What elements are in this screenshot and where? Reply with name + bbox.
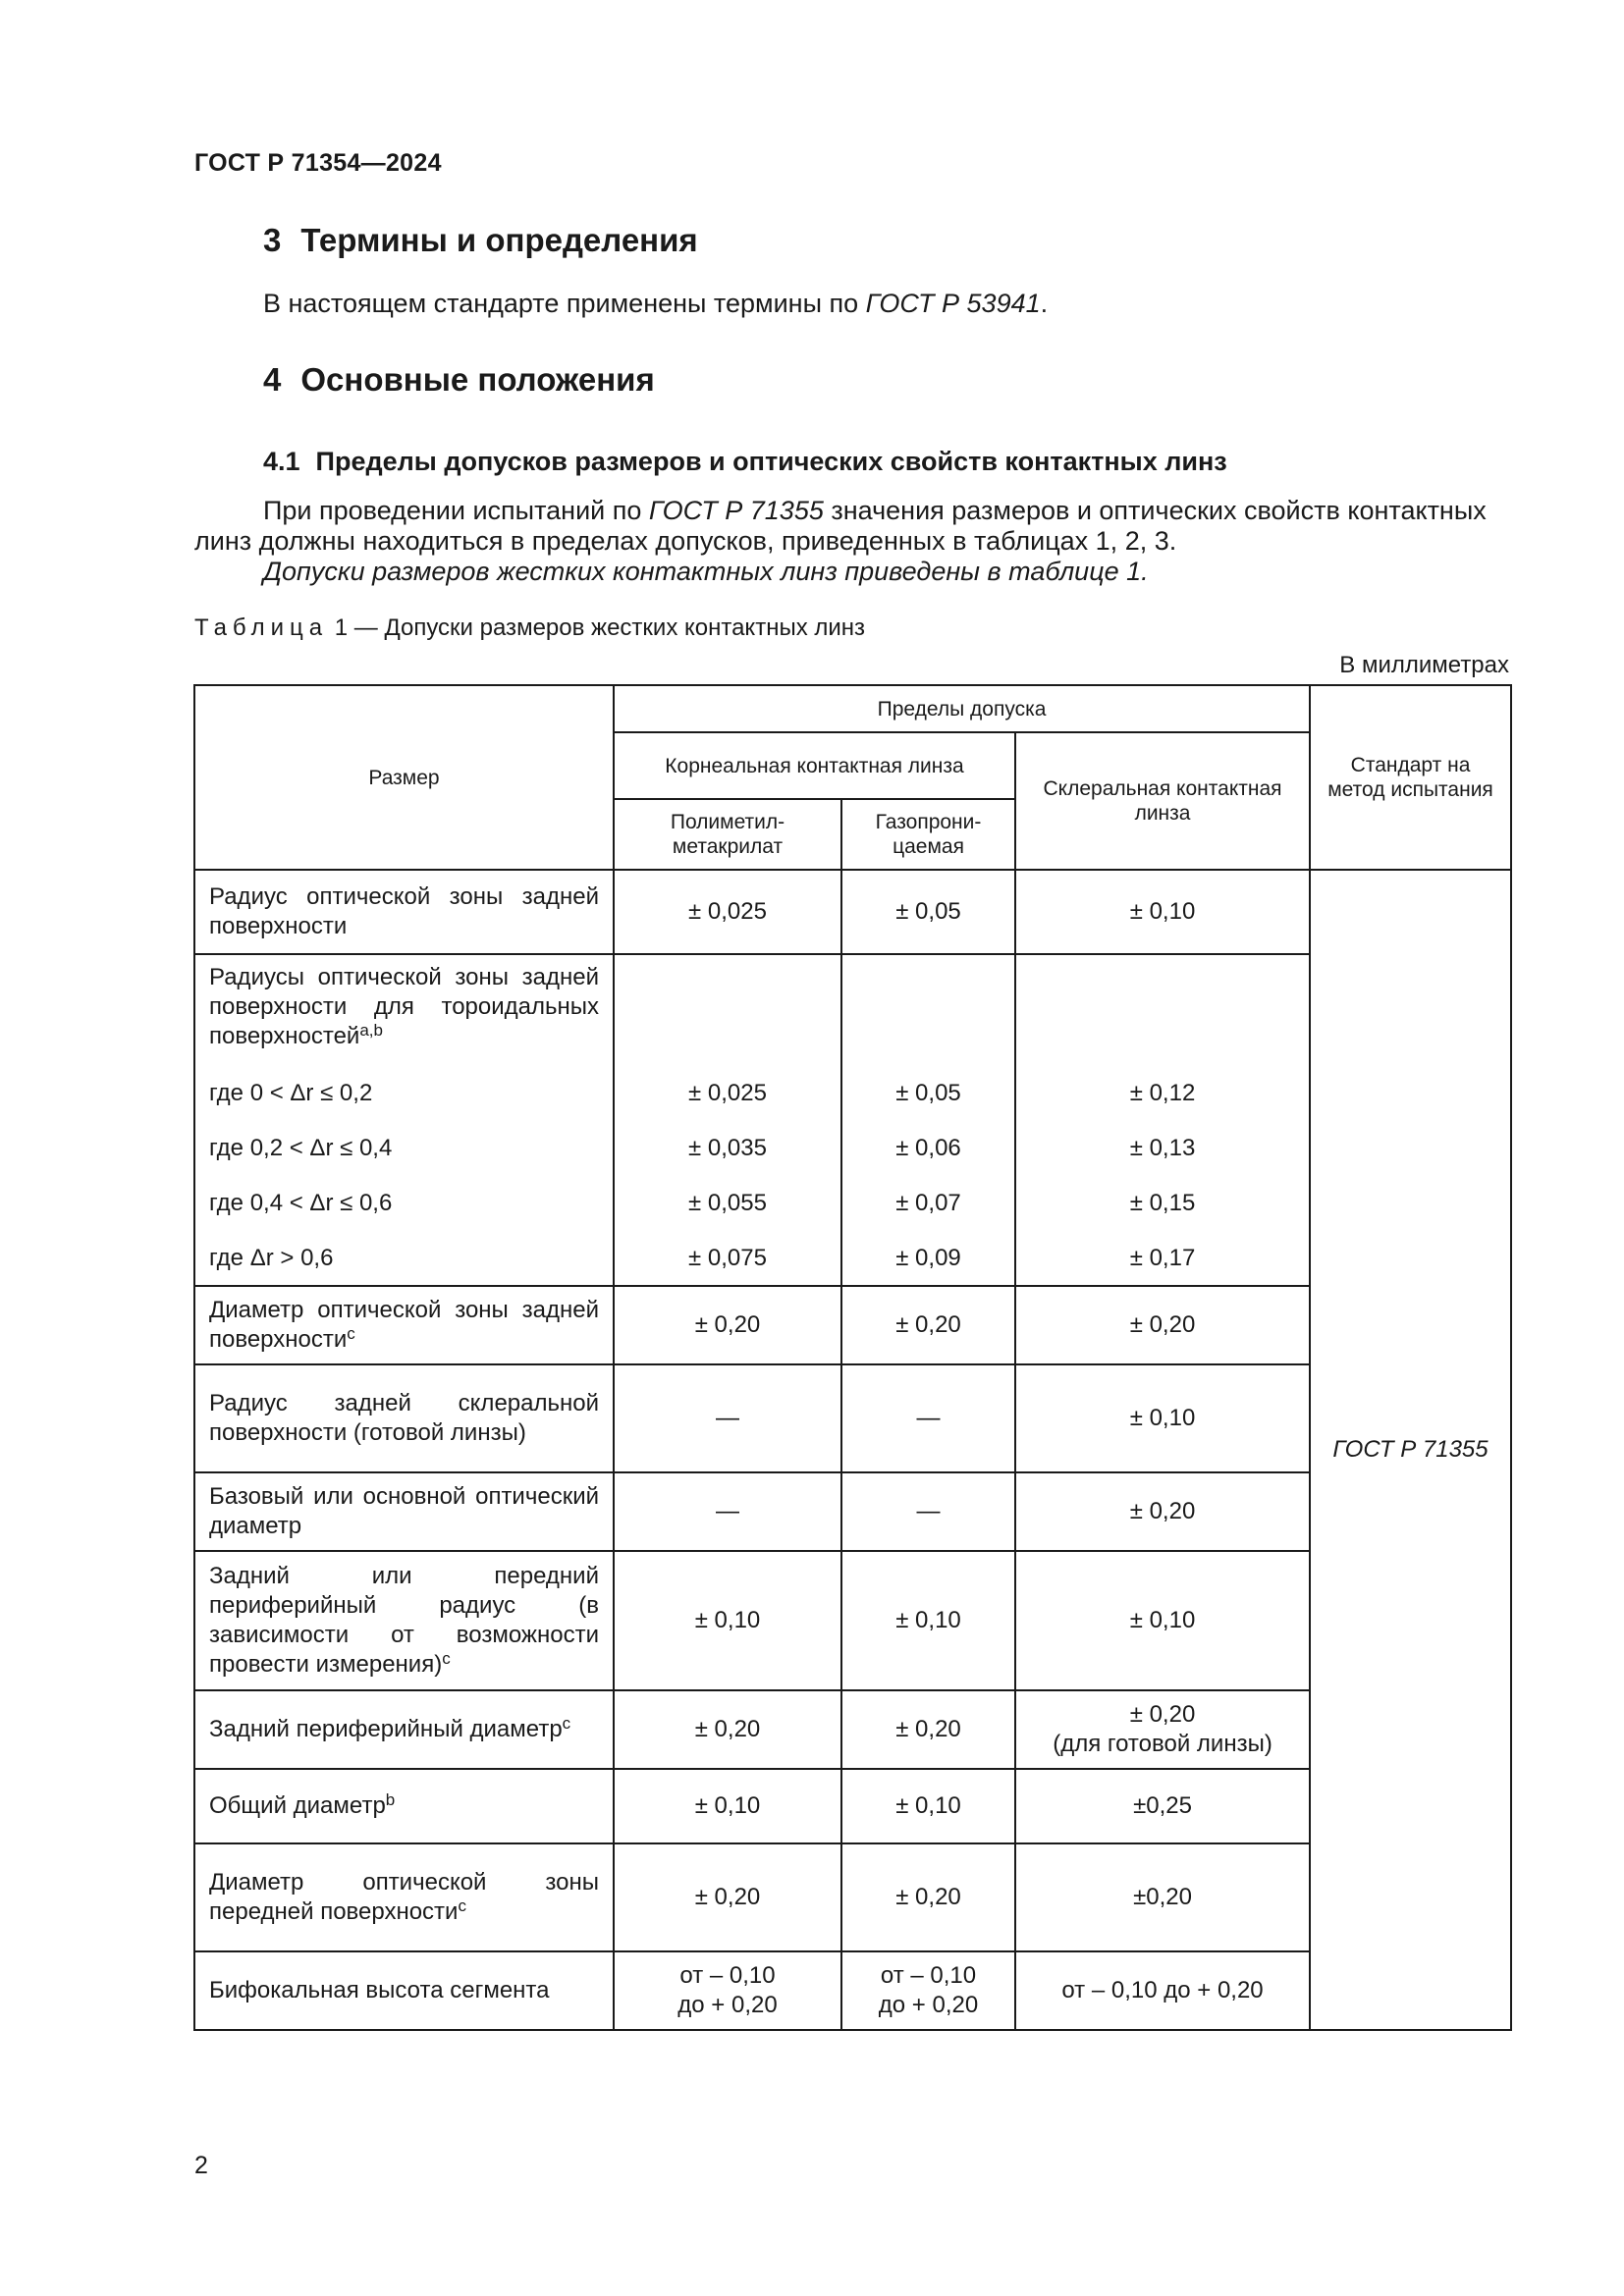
footnote-mark: c — [458, 1896, 466, 1915]
pmma-from: от – 0,10 — [679, 1962, 776, 1989]
row-label: Радиус задней склеральной поверхности (готовой линзы) — [194, 1364, 614, 1472]
cell-scleral: ± 0,12 — [1015, 1066, 1310, 1121]
cell-scleral: ± 0,10 — [1015, 1551, 1310, 1690]
table-reference-note: Допуски размеров жестких контактных линз приведены в таблице 1. — [263, 557, 1149, 586]
row-label-text: Радиусы оптической зоны задней поверхности для тороидальных поверхностей — [209, 964, 599, 1049]
cell-gas — [841, 954, 1015, 1066]
table-row — [194, 870, 1511, 954]
cell-scleral — [1015, 954, 1310, 1066]
cell-pmma: ± 0,20 — [614, 1843, 841, 1951]
cell-gas: ± 0,07 — [841, 1176, 1015, 1231]
method-standard: ГОСТ Р 71355 — [1310, 870, 1511, 2030]
cell-scleral: ± 0,20 — [1015, 1286, 1310, 1364]
subsection-4-1-heading — [263, 447, 1227, 477]
cell-gas: ± 0,05 — [841, 1066, 1015, 1121]
cell-gas: ± 0,10 — [841, 1551, 1015, 1690]
section-3-text — [263, 289, 1510, 319]
table-caption-word: Таблица — [194, 614, 329, 641]
section-3-text-start: В настоящем стандарте применены термины по — [263, 289, 866, 318]
header-gas-permeable: Газопрони-цаемая — [841, 799, 1015, 870]
section-4-number: 4 — [263, 361, 282, 398]
row-label-text: Задний или передний периферийный радиус (в зависимости от возможности провести измерения) — [209, 1563, 599, 1678]
subsection-number: 4.1 — [263, 447, 300, 476]
table-caption-text: 1 — Допуски размеров жестких контактных линз — [328, 614, 866, 641]
header-limits: Пределы допуска — [614, 685, 1310, 732]
cell-pmma: ± 0,10 — [614, 1769, 841, 1843]
table-units: В миллиметрах — [1339, 652, 1509, 678]
row-label: где 0,4 < Δr ≤ 0,6 — [194, 1176, 614, 1231]
cell-pmma: — — [614, 1364, 841, 1472]
cell-pmma: ± 0,10 — [614, 1551, 841, 1690]
cell-gas: ± 0,09 — [841, 1231, 1015, 1286]
row-label: Базовый или основной оптический диаметр — [194, 1472, 614, 1551]
section-4-title: Основные положения — [300, 361, 655, 398]
cell-gas: ± 0,06 — [841, 1121, 1015, 1176]
row-label: Радиус оптической зоны задней поверхности — [194, 870, 614, 954]
pmma-to: до + 0,20 — [677, 1992, 778, 2018]
section-4-paragraph — [194, 496, 1510, 557]
row-label: где 0,2 < Δr ≤ 0,4 — [194, 1121, 614, 1176]
page-number: 2 — [194, 2152, 208, 2179]
footnote-mark: a,b — [359, 1021, 383, 1040]
tolerance-table — [193, 684, 1512, 2031]
header-corneal: Корнеальная контактная линза — [614, 732, 1015, 799]
cell-gas: — — [841, 1472, 1015, 1551]
section-3-heading — [263, 222, 698, 259]
row-label — [194, 1286, 614, 1364]
subsection-title: Пределы допусков размеров и оптических свойств контактных линз — [315, 447, 1227, 476]
cell-gas: ± 0,20 — [841, 1690, 1015, 1769]
row-label — [194, 1690, 614, 1769]
cell-gas: ± 0,10 — [841, 1769, 1015, 1843]
cell-scleral: ± 0,15 — [1015, 1176, 1310, 1231]
cell-pmma: ± 0,075 — [614, 1231, 841, 1286]
cell-scleral: ± 0,10 — [1015, 870, 1310, 954]
cell-scleral: ±0,20 — [1015, 1843, 1310, 1951]
cell-scleral: от – 0,10 до + 0,20 — [1015, 1951, 1310, 2030]
section-4-heading — [263, 361, 655, 399]
cell-gas: ± 0,20 — [841, 1286, 1015, 1364]
cell-gas: — — [841, 1364, 1015, 1472]
section-3-ref: ГОСТ Р 53941 — [865, 289, 1041, 318]
cell-pmma: ± 0,035 — [614, 1121, 841, 1176]
footnote-mark: b — [385, 1790, 396, 1809]
row-label — [194, 1843, 614, 1951]
gas-from: от – 0,10 — [880, 1962, 977, 1989]
section-3-number: 3 — [263, 222, 282, 258]
row-label-text: Диаметр оптической зоны передней поверхности — [209, 1869, 599, 1925]
row-label — [194, 1551, 614, 1690]
cell-scleral: ±0,25 — [1015, 1769, 1310, 1843]
row-label — [194, 954, 614, 1066]
gas-to: до + 0,20 — [878, 1992, 979, 2018]
cell-scleral: ± 0,20 — [1015, 1472, 1310, 1551]
footnote-mark: c — [347, 1324, 355, 1343]
cell-gas: ± 0,05 — [841, 870, 1015, 954]
row-label-text: Общий диаметр — [209, 1792, 386, 1819]
cell-scleral: ± 0,17 — [1015, 1231, 1310, 1286]
row-label-text: Задний периферийный диаметр — [209, 1716, 563, 1742]
header-method: Стандарт на метод испытания — [1310, 685, 1511, 870]
cell-gas — [841, 1951, 1015, 2030]
cell-pmma: ± 0,025 — [614, 870, 841, 954]
scleral-note: (для готовой линзы) — [1053, 1731, 1272, 1757]
cell-pmma: ± 0,20 — [614, 1690, 841, 1769]
cell-scleral: ± 0,13 — [1015, 1121, 1310, 1176]
cell-pmma: ± 0,025 — [614, 1066, 841, 1121]
cell-scleral: ± 0,10 — [1015, 1364, 1310, 1472]
cell-pmma: — — [614, 1472, 841, 1551]
row-label: где 0 < Δr ≤ 0,2 — [194, 1066, 614, 1121]
cell-pmma: ± 0,055 — [614, 1176, 841, 1231]
paragraph-end: значения размеров и оптических свойств контактных линз должны находиться в пределах допусков, приведенных в таблицах 1, 2, 3. — [194, 496, 1487, 556]
cell-scleral — [1015, 1690, 1310, 1769]
cell-pmma — [614, 954, 841, 1066]
cell-pmma — [614, 1951, 841, 2030]
footnote-mark: c — [442, 1649, 451, 1668]
paragraph-ref: ГОСТ Р 71355 — [648, 496, 824, 525]
row-label-text: Диаметр оптической зоны задней поверхности — [209, 1297, 599, 1353]
table-header-row — [194, 685, 1511, 732]
section-3-text-end: . — [1040, 289, 1049, 318]
cell-pmma: ± 0,20 — [614, 1286, 841, 1364]
paragraph-start: При проведении испытаний по — [263, 496, 649, 525]
row-label — [194, 1769, 614, 1843]
header-scleral: Склеральная контактная линза — [1015, 732, 1310, 870]
footnote-mark: c — [562, 1714, 571, 1733]
row-label: где Δr > 0,6 — [194, 1231, 614, 1286]
document-code: ГОСТ Р 71354—2024 — [194, 149, 442, 177]
section-3-title: Термины и определения — [300, 222, 698, 258]
cell-gas: ± 0,20 — [841, 1843, 1015, 1951]
table-caption — [194, 614, 865, 642]
row-label: Бифокальная высота сегмента — [194, 1951, 614, 2030]
header-size: Размер — [194, 685, 614, 870]
scleral-value: ± 0,20 — [1129, 1701, 1196, 1728]
header-pmma: Полиметил-метакрилат — [614, 799, 841, 870]
